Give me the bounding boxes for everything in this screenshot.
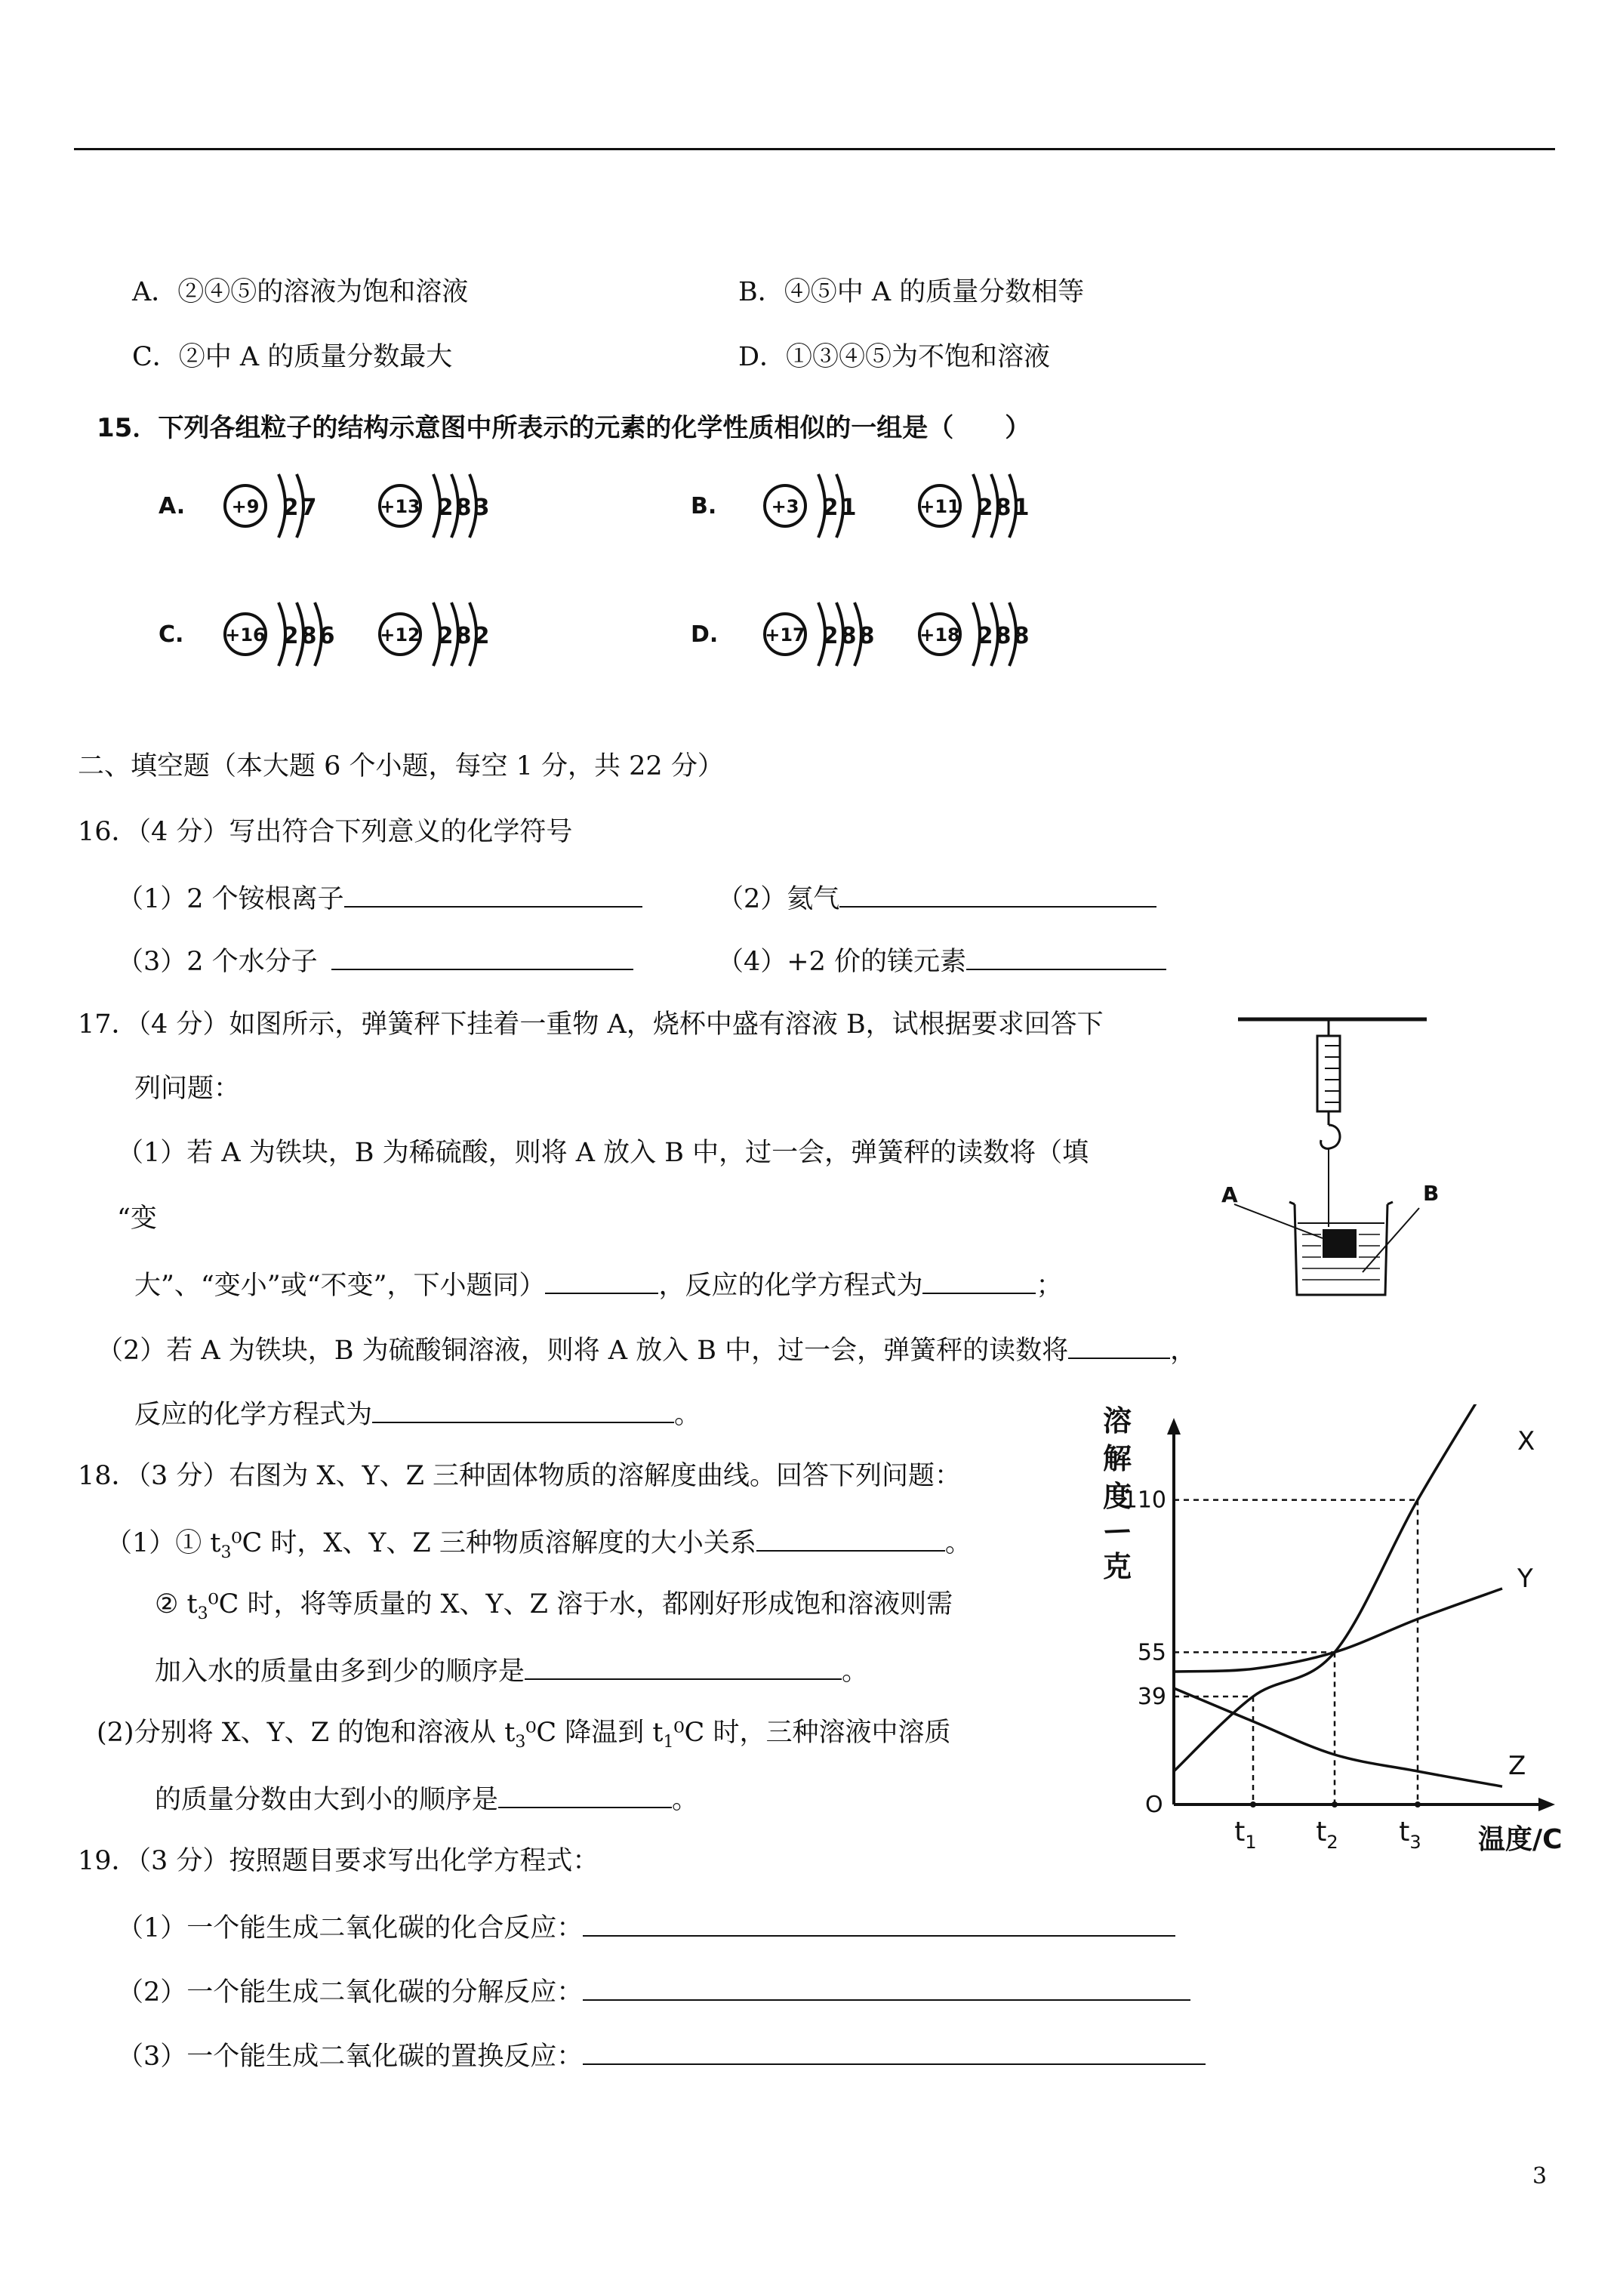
nucleus-charge: +3: [771, 496, 799, 517]
nucleus-charge: +9: [231, 496, 260, 517]
y-axis-label-char: /: [1100, 1520, 1135, 1542]
x-tick-label: $t_1$: [1234, 1817, 1257, 1853]
q17-part2-a: （2）若 A 为铁块，B 为硫酸铜溶液，则将 A 放入 B 中，过一会，弹簧秤的读数将 ，: [97, 1336, 1197, 1366]
nucleus-charge: +11: [919, 496, 960, 517]
q18-part1-2: ② $t_3^0C$ 时，将等质量的 X、Y、Z 溶于水，都刚好形成饱和溶液则需: [155, 1589, 953, 1623]
shell-electron-count: 8: [840, 623, 857, 649]
q19-item-3: （3）一个能生成二氧化碳的置换反应：: [117, 2041, 1206, 2070]
series-curve-z: [1174, 1688, 1502, 1786]
shell-electron-count: 6: [319, 623, 335, 649]
shell-electron-count: 8: [858, 623, 875, 649]
y-tick-label: 110: [1123, 1487, 1166, 1514]
atom-diagram: [919, 474, 1029, 538]
shell-electron-count: 1: [1013, 495, 1030, 521]
q17-stem-2: 列问题：: [134, 1074, 241, 1104]
shell-electron-count: 8: [300, 623, 317, 649]
y-axis-label-char: 克: [1102, 1550, 1132, 1583]
atom-diagram: [765, 474, 856, 538]
atom-diagram: [919, 603, 1029, 666]
q18-part2-2: 的质量分数由大到小的顺序是 。: [155, 1785, 699, 1815]
x-tick-label: $t_3$: [1399, 1817, 1421, 1853]
q17-stem-1: 17．（4 分）如图所示，弹簧秤下挂着一重物 A，烧杯中盛有溶液 B，试根据要求回答下: [78, 1009, 1104, 1040]
atom-diagram: [765, 603, 874, 666]
q17-part1-b: “变: [117, 1203, 157, 1234]
shell-electron-count: 8: [995, 623, 1012, 649]
shell-electron-count: 3: [473, 495, 490, 521]
shell-electron-count: 1: [840, 495, 857, 521]
q18-part1-1: （1）① $t_3^0C$ 时，X、Y、Z 三种物质溶解度的大小关系 。: [106, 1528, 972, 1562]
series-label-x: X: [1517, 1426, 1535, 1456]
shell-electron-count: 2: [282, 623, 299, 649]
series-label-z: Z: [1508, 1751, 1526, 1781]
series-curve-x: [1174, 1404, 1502, 1771]
q17-part2-b: 反应的化学方程式为 。: [134, 1400, 701, 1430]
q17-part1-c: 大”、“变小”或“不变”，下小题同） ，反应的化学方程式为 ；: [134, 1271, 1063, 1301]
nucleus-charge: +18: [919, 624, 960, 646]
q19-item-2: （2）一个能生成二氧化碳的分解反应：: [117, 1977, 1190, 2006]
series-curve-y: [1174, 1589, 1502, 1672]
shell-electron-count: 7: [300, 495, 317, 521]
page-number: 3: [1532, 2163, 1548, 2190]
q16-item-3: （3）2 个水分子: [117, 946, 633, 975]
nucleus-charge: +16: [225, 624, 266, 646]
series-label-y: Y: [1517, 1564, 1533, 1594]
q15-option-label: D.: [691, 621, 719, 648]
nucleus-charge: +13: [380, 496, 420, 517]
q15-option-label: B.: [691, 493, 717, 519]
q14-option-b: B．④⑤中 A 的质量分数相等: [738, 277, 1085, 307]
y-axis-label-char: 解: [1102, 1442, 1132, 1475]
atom-diagram: [225, 603, 334, 666]
q16-item-1: （1）2 个铵根离子: [117, 883, 642, 913]
q15-stem: 15．下列各组粒子的结构示意图中所表示的元素的化学性质相似的一组是（ ）: [97, 413, 1031, 443]
shell-electron-count: 2: [473, 623, 490, 649]
y-tick-label: 39: [1137, 1684, 1166, 1710]
shell-electron-count: 2: [437, 495, 454, 521]
q18-part2-1: (2)分别将 X、Y、Z 的饱和溶液从 $t_3^0C$ 降温到 $t_1^0C$ 时，三种溶液中溶质: [97, 1718, 951, 1752]
q16-item-4: （4）+2 价的镁元素: [717, 946, 1166, 975]
shell-electron-count: 2: [822, 495, 839, 521]
shell-electron-count: 2: [977, 623, 993, 649]
y-axis-label-char: 溶: [1102, 1404, 1132, 1438]
q18-stem: 18．（3 分）右图为 X、Y、Z 三种固体物质的溶解度曲线。回答下列问题：: [78, 1461, 962, 1491]
y-tick-label: 55: [1137, 1639, 1166, 1666]
shell-electron-count: 8: [1013, 623, 1030, 649]
nucleus-charge: +12: [380, 624, 420, 646]
x-tick-dot: [1332, 1801, 1338, 1808]
atom-diagram: [225, 474, 316, 538]
solubility-curve-chart: [1095, 1404, 1578, 1857]
q19-item-1: （1）一个能生成二氧化碳的化合反应：: [117, 1912, 1175, 1942]
figure-label-a: A: [1221, 1182, 1238, 1207]
atom-diagram: [380, 603, 489, 666]
x-tick-label: $t_2$: [1316, 1817, 1338, 1853]
section-heading: 二、填空题（本大题 6 个小题，每空 1 分，共 22 分）: [78, 751, 724, 781]
q19-stem: 19．（3 分）按照题目要求写出化学方程式：: [78, 1846, 599, 1876]
q16-item-2: （2）氦气: [717, 883, 1156, 913]
q14-option-a: A．②④⑤的溶液为饱和溶液: [132, 277, 469, 307]
figure-label-b: B: [1423, 1181, 1440, 1206]
shell-electron-count: 2: [282, 495, 299, 521]
y-axis-arrow: [1167, 1418, 1181, 1435]
shell-electron-count: 2: [437, 623, 454, 649]
shell-electron-count: 2: [822, 623, 839, 649]
q14-option-d: D．①③④⑤为不饱和溶液: [738, 342, 1051, 372]
q15-option-label: C.: [159, 621, 184, 648]
x-axis-arrow: [1538, 1798, 1555, 1811]
header-rule: [74, 148, 1555, 150]
nucleus-charge: +17: [765, 624, 805, 646]
origin-label: O: [1145, 1792, 1163, 1818]
spring-scale-beaker-figure: [1208, 1004, 1457, 1306]
x-tick-dot: [1415, 1801, 1421, 1808]
q18-part1-3: 加入水的质量由多到少的顺序是 。: [155, 1657, 869, 1687]
shell-electron-count: 8: [455, 495, 472, 521]
shell-electron-count: 8: [995, 495, 1012, 521]
q15-option-label: A.: [159, 493, 186, 519]
q17-part1-a: （1）若 A 为铁块，B 为稀硫酸，则将 A 放入 B 中，过一会，弹簧秤的读数将（填: [117, 1138, 1089, 1168]
atom-diagram: [380, 474, 489, 538]
q16-stem: 16．（4 分）写出符合下列意义的化学符号: [78, 817, 573, 847]
y-axis-label-char: 度: [1102, 1480, 1132, 1513]
shell-electron-count: 2: [977, 495, 993, 521]
atom-structure-diagrams: [0, 453, 1623, 717]
shell-electron-count: 8: [455, 623, 472, 649]
q14-option-c: C．②中 A 的质量分数最大: [132, 342, 453, 372]
x-tick-dot: [1250, 1801, 1256, 1808]
x-axis-label: 温度/C: [1478, 1824, 1563, 1855]
